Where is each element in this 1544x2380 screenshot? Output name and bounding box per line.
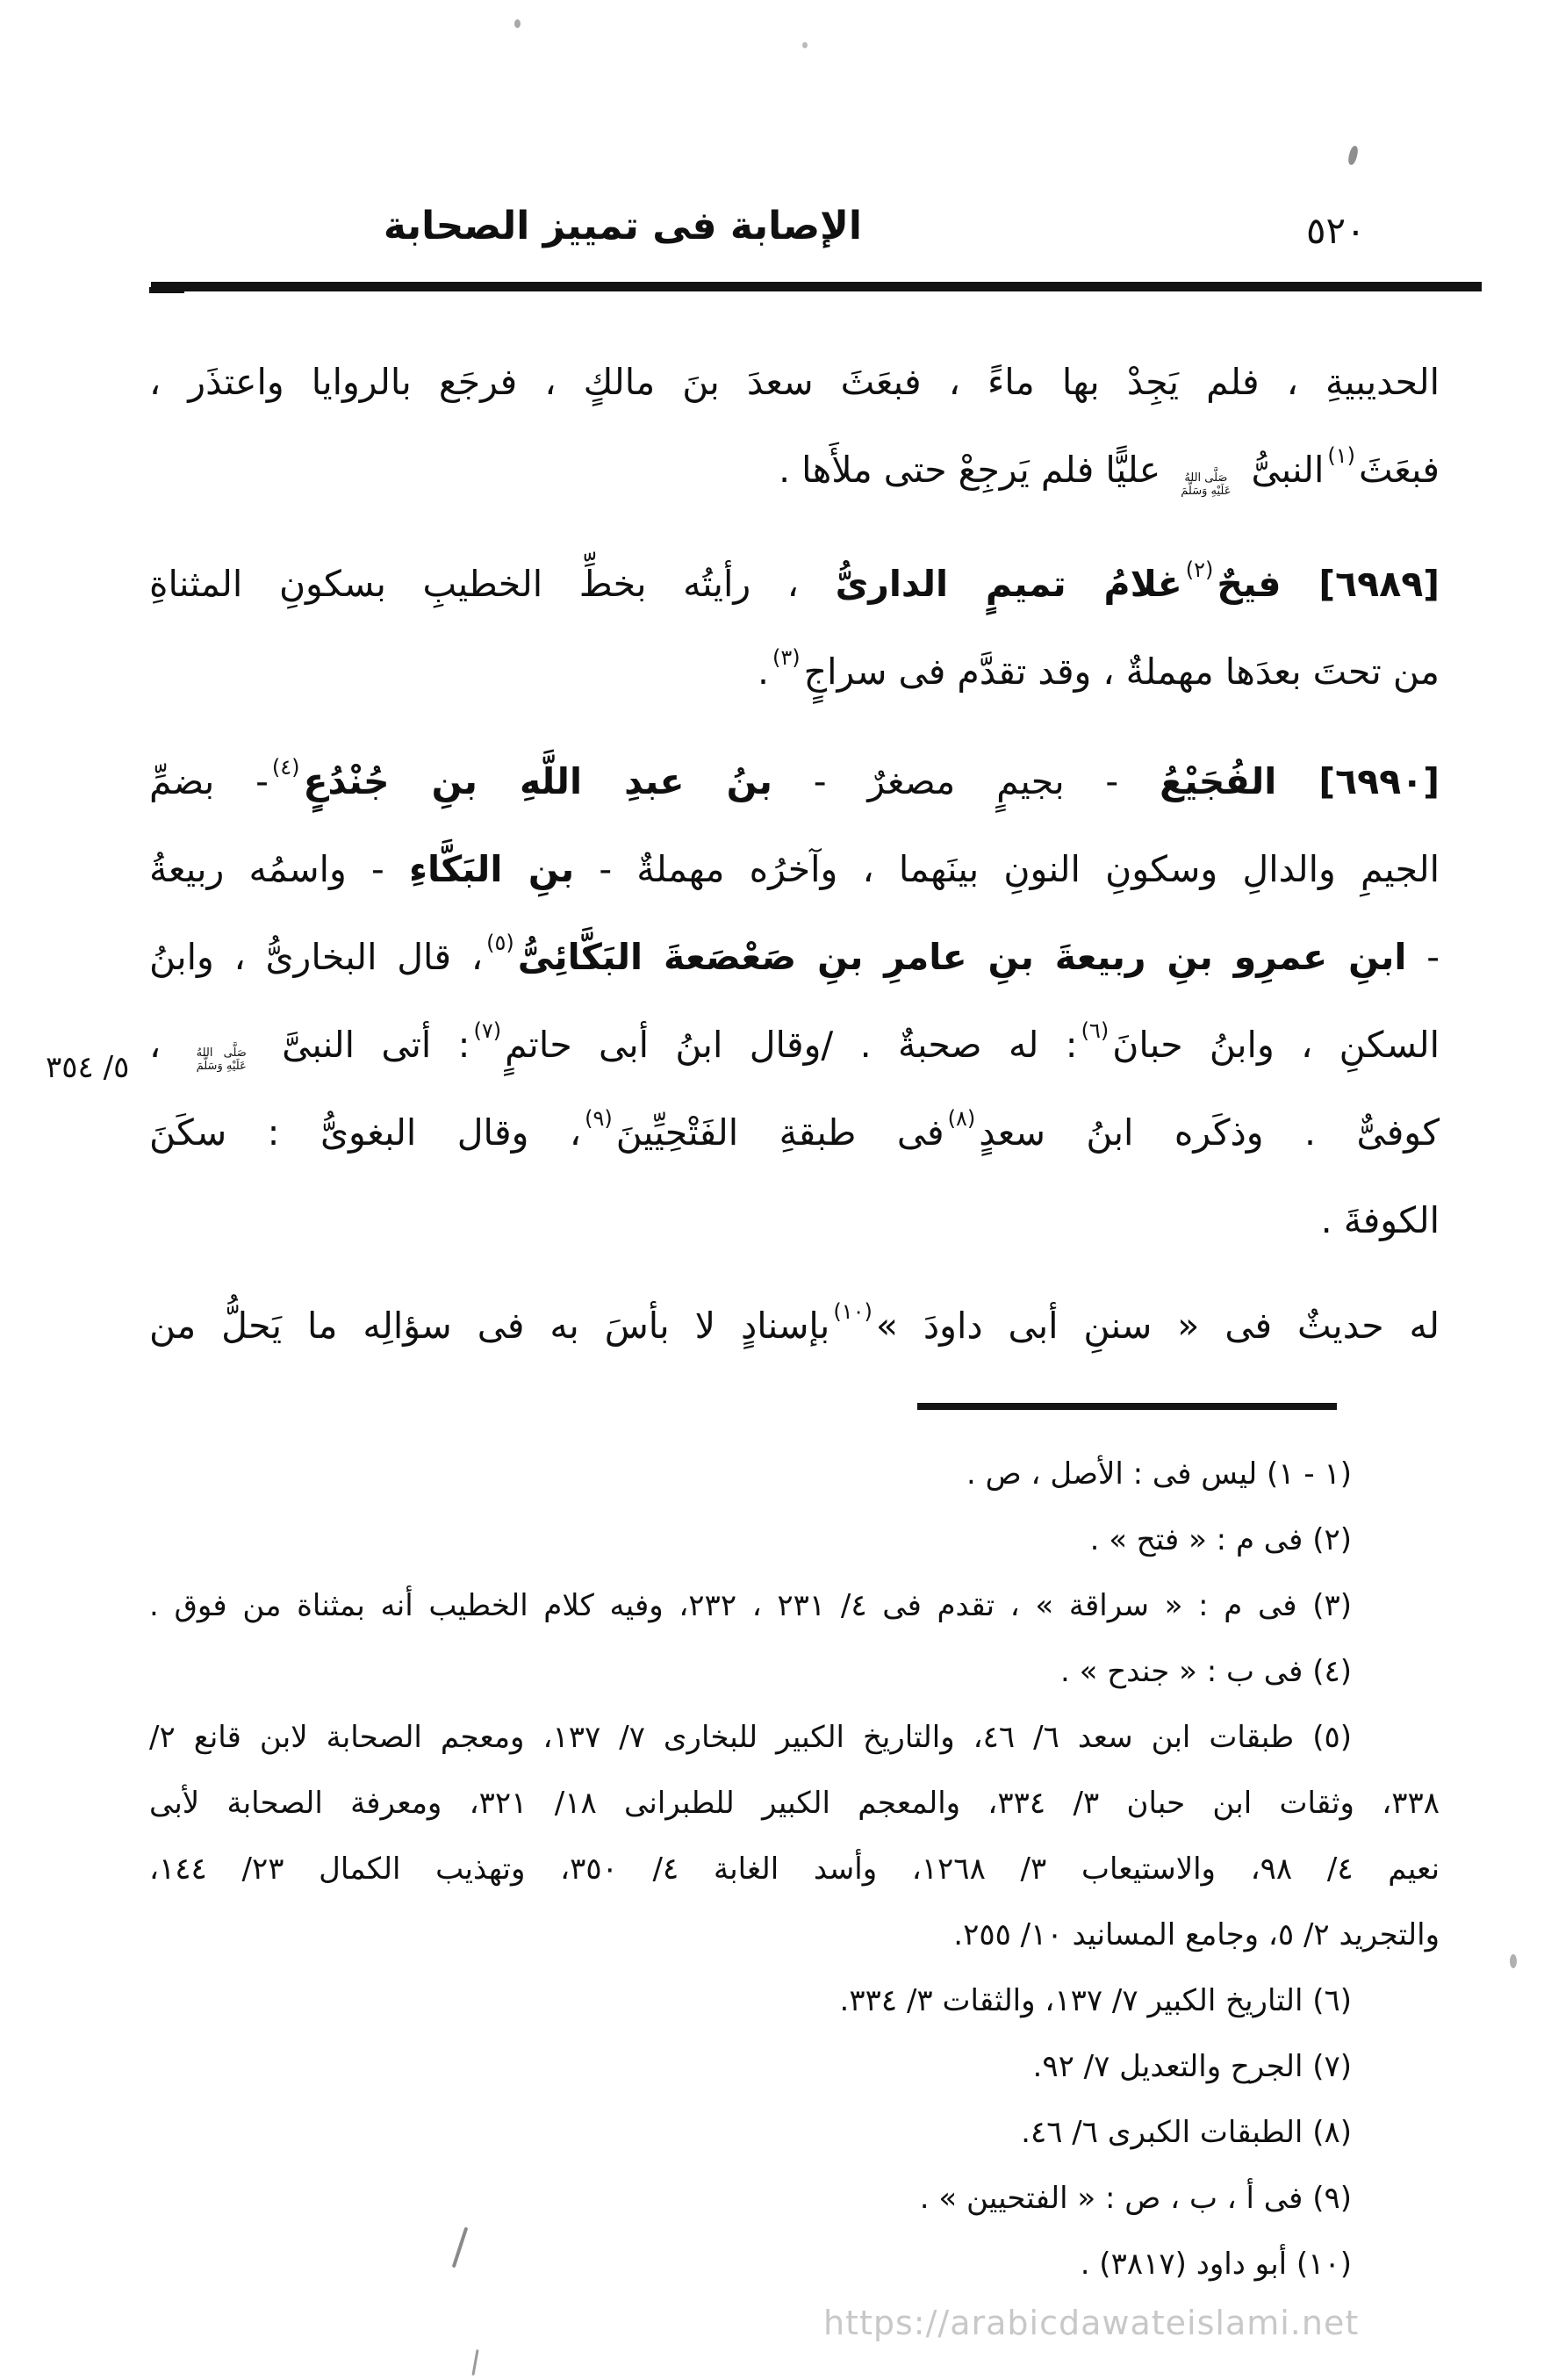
- pbuh-ligature: صَلَّى اللهُ عَلَيْهِ وَسَلَّمَ: [1181, 471, 1232, 498]
- text-run: -: [1406, 936, 1440, 978]
- watermark-url: https://arabicdawateislami.net: [823, 2304, 1360, 2342]
- text-run: الحديبيةِ ، فلم يَجِدْ بها ماءً ، فبعَثَ سعدَ بنَ مالكٍ ، فرجَع بالروايا واعتذَر ،: [149, 361, 1440, 403]
- body-line: [149, 737, 1440, 825]
- footnote-marker: (٧): [473, 1018, 502, 1043]
- scan-speck: [514, 19, 521, 28]
- footnote-separator-rule: [917, 1403, 1337, 1410]
- body-line: [149, 1001, 1440, 1089]
- pbuh-ligature: صَلَّى اللهُ عَلَيْهِ وَسَلَّمَ: [196, 1046, 247, 1073]
- footnote-line: (١ - ١) ليس فى : الأصل ، ص .: [966, 1456, 1352, 1492]
- text-run: له حديثٌ فى « سننِ أبى داودَ »: [875, 1305, 1440, 1347]
- footnote-line: (٧) الجرح والتعديل ٧/ ٩٢.: [1032, 2049, 1352, 2084]
- footnote-marker: (٩): [585, 1106, 613, 1131]
- footnote-line: نعيم ٤/ ٩٨، والاستيعاب ٣/ ١٢٦٨، وأسد الغابة ٤/ ٣٥٠، وتهذيب الكمال ٢٣/ ١٤٤،: [149, 1852, 1440, 1887]
- text-run: [٦٩٩٠] الفُجَيْعُ: [1160, 760, 1440, 802]
- footnote-marker: (٣): [772, 645, 801, 670]
- footnote-line: (٩) فى أ ، ب ، ص : « الفتحيين » .: [919, 2181, 1352, 2216]
- text-run: - بضمِّ: [149, 760, 269, 802]
- text-run: ابنِ عمرِو بنِ ربيعةَ بنِ عامرِ بنِ صَعْصَعةَ البَكَّائِىُّ: [517, 936, 1407, 978]
- text-run: ،: [149, 1024, 188, 1066]
- footnote-line: (٢) فى م : « فتح » .: [1089, 1522, 1352, 1557]
- footnote-marker: (٤): [271, 755, 300, 780]
- text-run: بنُ عبدِ اللَّهِ بنِ جُنْدُعٍ: [303, 760, 772, 802]
- text-run: : أتى النبىَّ: [255, 1024, 470, 1066]
- body-line: [149, 628, 1440, 715]
- scan-speck: [1347, 145, 1359, 166]
- header-rule: [151, 282, 1482, 291]
- footnote-marker: (١٠): [833, 1299, 873, 1324]
- body-line: [149, 1282, 1440, 1370]
- text-run: السكنِ ، وابنُ حبانَ: [1112, 1024, 1440, 1066]
- text-run: بنِ البَكَّاءِ: [408, 848, 575, 890]
- text-run: ، رأيتُه بخطِّ الخطيبِ بسكونِ المثناةِ: [149, 563, 836, 605]
- footnote-line: والتجريد ٢/ ٥، وجامع المسانيد ١٠/ ٢٥٥.: [953, 1917, 1440, 1952]
- body-line: [149, 825, 1440, 913]
- body-line: [149, 1176, 1440, 1264]
- manuscript-margin-note: ٥/ ٣٥٤: [46, 1050, 130, 1085]
- footnote-line: (٨) الطبقات الكبرى ٦/ ٤٦.: [1021, 2115, 1352, 2150]
- footnote-marker: (٨): [947, 1106, 976, 1131]
- scan-speck: [471, 2349, 478, 2376]
- body-line: [149, 540, 1440, 628]
- body-line: [149, 913, 1440, 1001]
- body-line: [149, 1089, 1440, 1176]
- text-run: النبىُّ: [1239, 449, 1325, 491]
- body-line: [149, 426, 1440, 514]
- text-run: غلامُ تميمٍ الدارىُّ: [835, 563, 1182, 605]
- text-run: بإسنادٍ لا بأسَ به فى سؤالِه ما يَحلُّ من: [149, 1305, 830, 1347]
- footnote-line: (٣) فى م : « سراقة » ، تقدم فى ٤/ ٢٣١ ، ٢٣٢، وفيه كلام الخطيب أنه بمثناة من فوق .: [149, 1588, 1353, 1623]
- footnote-line: (٥) طبقات ابن سعد ٦/ ٤٦، والتاريخ الكبير للبخارى ٧/ ١٣٧، ومعجم الصحابة لابن قانع ٢/: [149, 1720, 1353, 1755]
- footnote-line: (٤) فى ب : « جندح » .: [1060, 1654, 1352, 1689]
- footnote-marker: (٥): [486, 931, 514, 955]
- text-run: - واسمُه ربيعةُ: [149, 848, 409, 890]
- page-number: ٥٢٠: [1306, 209, 1366, 252]
- footnote-line: (١٠) أبو داود (٣٨١٧) .: [1080, 2247, 1352, 2282]
- book-title-header: الإصابة فى تمييز الصحابة: [383, 204, 862, 248]
- scan-speck: [802, 42, 808, 48]
- scan-speck: [1510, 1954, 1517, 1968]
- text-run: : له صحبةٌ . /وقال ابنُ أبى حاتمٍ: [505, 1024, 1078, 1066]
- text-run: ، وقال البغوىُّ : سكَنَ: [149, 1111, 582, 1154]
- main-text-block: [149, 338, 1440, 1370]
- text-run: من تحتَ بعدَها مهملةٌ ، وقد تقدَّم فى سراجٍ: [803, 651, 1440, 693]
- text-run: عليًّا فلم يَرجِعْ حتى ملأَها .: [779, 449, 1173, 491]
- footnote-marker: (٢): [1185, 557, 1214, 582]
- text-run: فبعَثَ: [1358, 449, 1440, 491]
- text-run: كوفىٌّ . وذكَره ابنُ سعدٍ: [979, 1111, 1440, 1154]
- text-run: [٦٩٨٩] فيحٌ: [1217, 563, 1440, 605]
- footnote-line: ٣٣٨، وثقات ابن حبان ٣/ ٣٣٤، والمعجم الكبير للطبرانى ١٨/ ٣٢١، ومعرفة الصحابة لأبى: [149, 1786, 1440, 1821]
- footnote-marker: (١): [1327, 443, 1355, 468]
- footnote-line: (٦) التاريخ الكبير ٧/ ١٣٧، والثقات ٣/ ٣٣٤.: [839, 1983, 1352, 2018]
- text-run: الكوفةَ .: [1320, 1199, 1440, 1241]
- text-run: الجيمِ والدالِ وسكونِ النونِ بينَهما ، وآخرُه مهملةٌ -: [574, 848, 1440, 890]
- text-run: فى طبقةِ الفَتْحِيِّينَ: [615, 1111, 944, 1154]
- footnotes-block: [149, 1442, 1440, 2297]
- text-run: ، قال البخارىُّ ، وابنُ: [149, 936, 484, 978]
- footnote-marker: (٦): [1081, 1018, 1110, 1043]
- body-line: [149, 338, 1440, 426]
- text-run: .: [757, 651, 770, 693]
- text-run: - بجيمٍ مصغرٌ -: [772, 760, 1160, 802]
